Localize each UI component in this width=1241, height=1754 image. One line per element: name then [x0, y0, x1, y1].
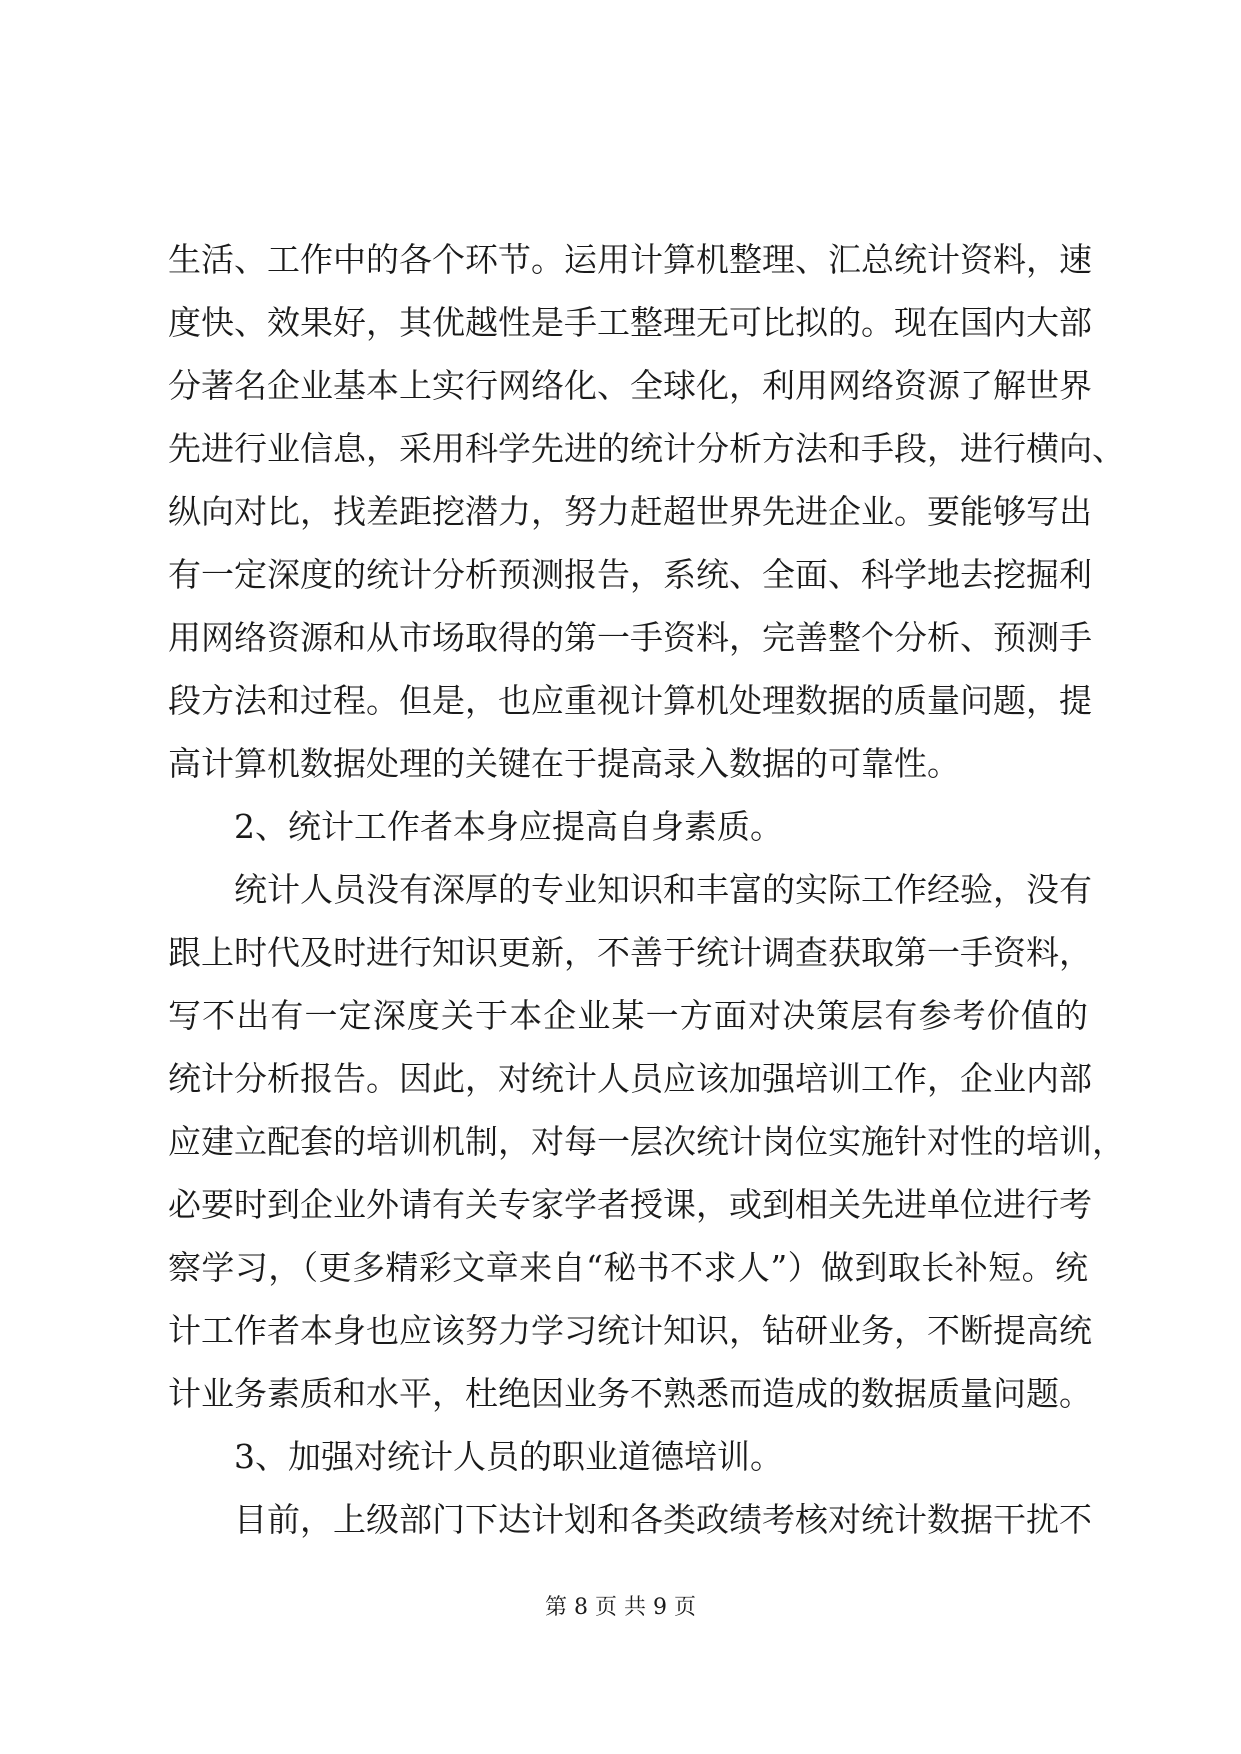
- text-line: 纵向对比，找差距挖潜力，努力赶超世界先进企业。要能够写出: [168, 492, 1092, 531]
- text-line: 生活、工作中的各个环节。运用计算机整理、汇总统计资料，速: [168, 240, 1092, 279]
- body-text: [168, 228, 1125, 1551]
- text-line: 察学习，（更多精彩文章来自“秘书不求人”）做到取长补短。统: [168, 1248, 1088, 1287]
- page-footer: 第 8 页 共 9 页: [545, 1595, 696, 1620]
- text-line: 写不出有一定深度关于本企业某一方面对决策层有参考价值的: [168, 996, 1088, 1035]
- text-line: 计业务素质和水平，杜绝因业务不熟悉而造成的数据质量问题。: [168, 1374, 1092, 1413]
- text-line: 段方法和过程。但是，也应重视计算机处理数据的质量问题，提: [168, 681, 1092, 720]
- text-line: 必要时到企业外请有关专家学者授课，或到相关先进单位进行考: [168, 1185, 1092, 1224]
- section-heading-3: 3、加强对统计人员的职业道德培训。: [234, 1437, 783, 1476]
- text-line: 目前，上级部门下达计划和各类政绩考核对统计数据干扰不: [234, 1500, 1092, 1539]
- text-line: 统计人员没有深厚的专业知识和丰富的实际工作经验，没有: [234, 870, 1092, 909]
- text-line: 先进行业信息，采用科学先进的统计分析方法和手段，进行横向、: [168, 429, 1125, 468]
- text-line: 统计分析报告。因此，对统计人员应该加强培训工作，企业内部: [168, 1059, 1092, 1098]
- text-line: 应建立配套的培训机制，对每一层次统计岗位实施针对性的培训，: [168, 1122, 1125, 1161]
- text-line: 有一定深度的统计分析预测报告，系统、全面、科学地去挖掘利: [168, 555, 1092, 594]
- text-line: 跟上时代及时进行知识更新，不善于统计调查获取第一手资料，: [168, 933, 1092, 972]
- section-heading-2: 2、统计工作者本身应提高自身素质。: [234, 807, 783, 846]
- text-line: 用网络资源和从市场取得的第一手资料，完善整个分析、预测手: [168, 618, 1092, 657]
- text-line: 分著名企业基本上实行网络化、全球化，利用网络资源了解世界: [168, 366, 1092, 405]
- text-line: 度快、效果好，其优越性是手工整理无可比拟的。现在国内大部: [168, 303, 1092, 342]
- text-line: 高计算机数据处理的关键在于提高录入数据的可靠性。: [168, 744, 960, 783]
- text-line: 计工作者本身也应该努力学习统计知识，钻研业务，不断提高统: [168, 1311, 1092, 1350]
